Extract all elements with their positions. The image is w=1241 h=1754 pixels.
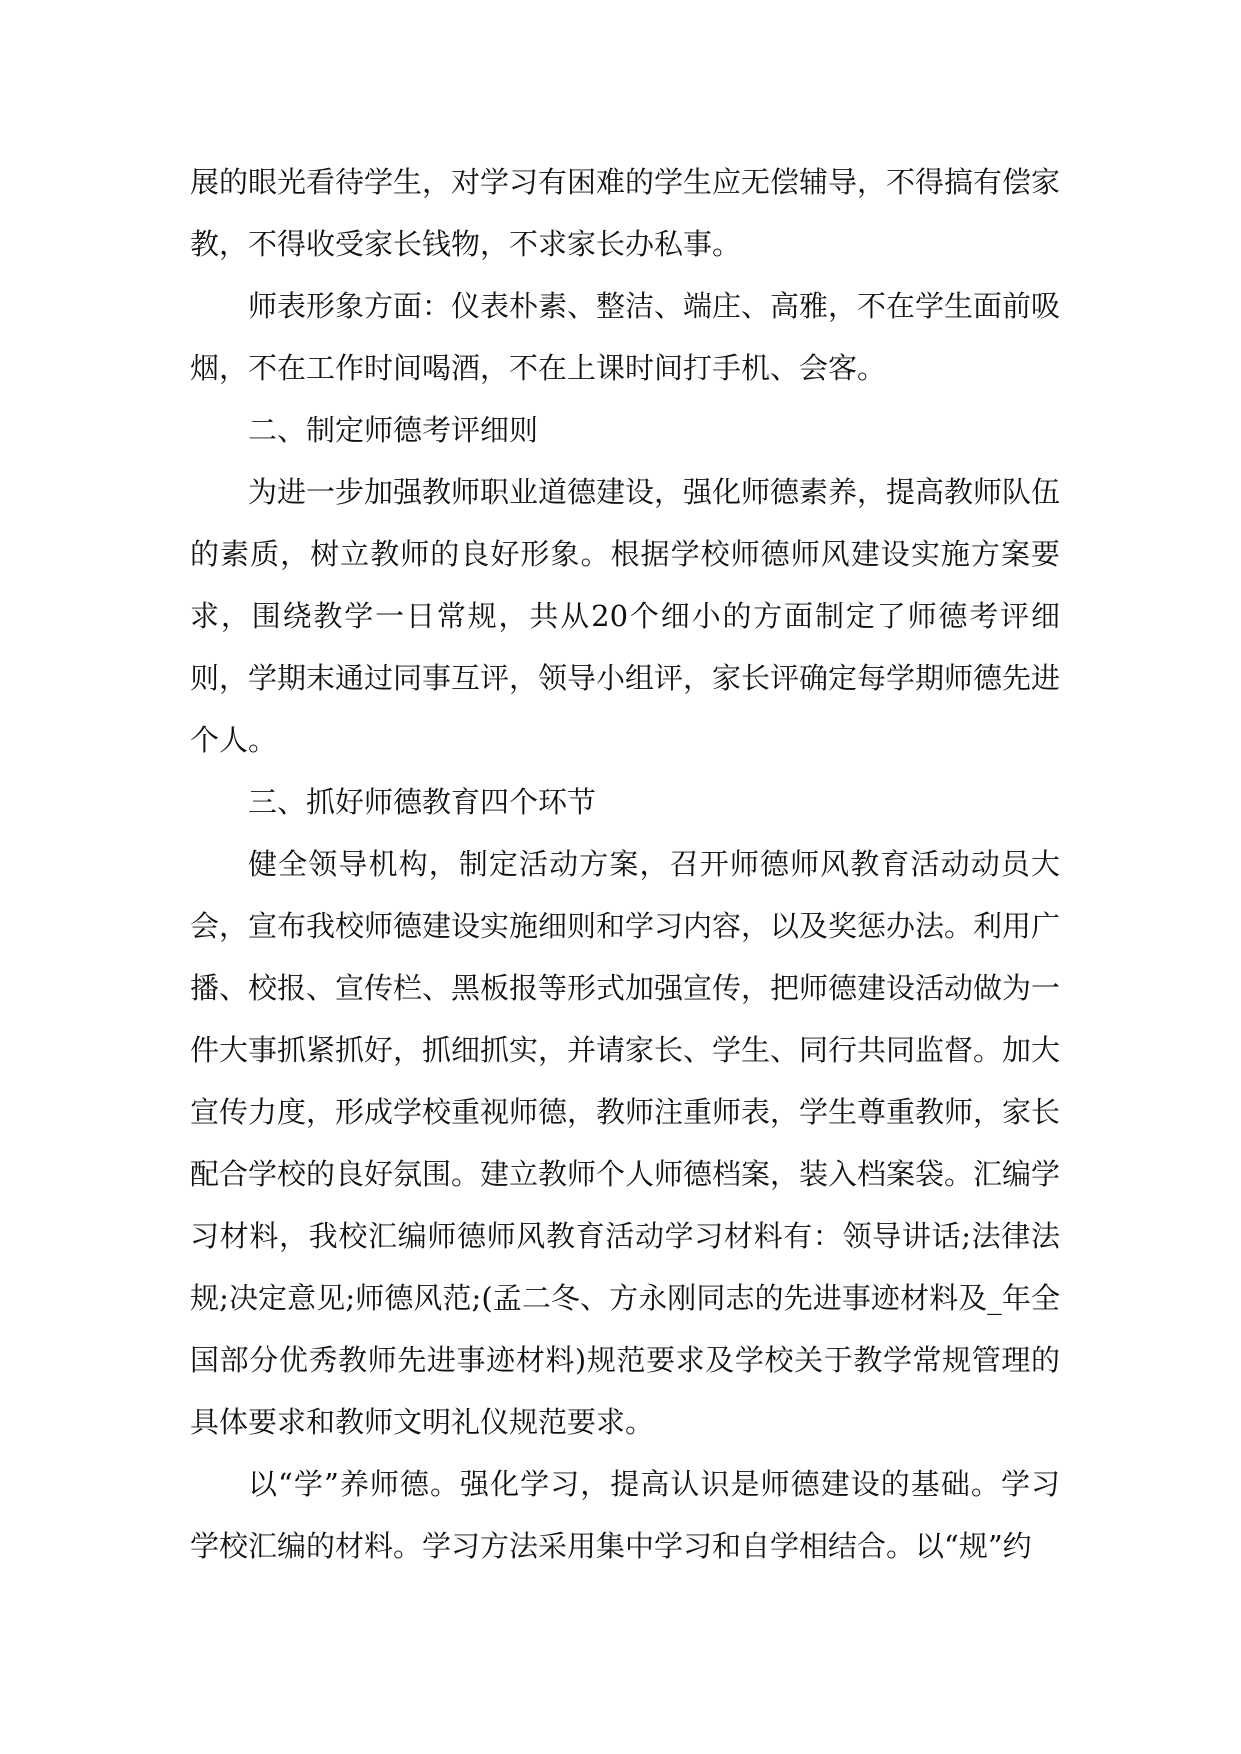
- section-heading-four-links: 三、抓好师德教育四个环节: [248, 785, 597, 819]
- document-body: [190, 151, 1060, 1577]
- paragraph-leadership-organization: 健全领导机构，制定活动方案，召开师德师风教育活动动员大会，宣布我校师德建设实施细则和学习内容，以及奖惩办法。利用广播、校报、宣传栏、黑板报等形式加强宣传，把师德建设活动做为一件大事抓紧抓好，抓细抓实，并请家长、学生、同行共同监督。加大宣传力度，形成学校重视师德，教师注重师表，学生尊重教师，家长配合学校的良好氛围。建立教师个人师德档案，装入档案袋。汇编学习材料，我校汇编师德师风教育活动学习材料有：领导讲话;法律法规;决定意见;师德风范;(孟二冬、方永刚同志的先进事迹材料及_年全国部分优秀教师先进事迹材料)规范要求及学校关于教学常规管理的具体要求和教师文明礼仪规范要求。: [190, 847, 1061, 1439]
- paragraph-teacher-image: 师表形象方面：仪表朴素、整洁、端庄、高雅，不在学生面前吸烟，不在工作时间喝酒，不在上课时间打手机、会客。: [190, 289, 1061, 385]
- paragraph-continuation: 展的眼光看待学生，对学习有困难的学生应无偿辅导，不得搞有偿家教，不得收受家长钱物，不求家长办私事。: [190, 165, 1061, 261]
- paragraph-evaluation-rules: 为进一步加强教师职业道德建设，强化师德素养，提高教师队伍的素质，树立教师的良好形象。根据学校师德师风建设实施方案要求，围绕教学一日常规，共从20个细小的方面制定了师德考评细则，学期末通过同事互评，领导小组评，家长评确定每学期师德先进个人。: [190, 475, 1061, 757]
- paragraph-study-ethics: 以“学”养师德。强化学习，提高认识是师德建设的基础。学习学校汇编的材料。学习方法采用集中学习和自学相结合。以“规”约: [190, 1467, 1060, 1563]
- section-heading-evaluation-rules: 二、制定师德考评细则: [248, 413, 539, 447]
